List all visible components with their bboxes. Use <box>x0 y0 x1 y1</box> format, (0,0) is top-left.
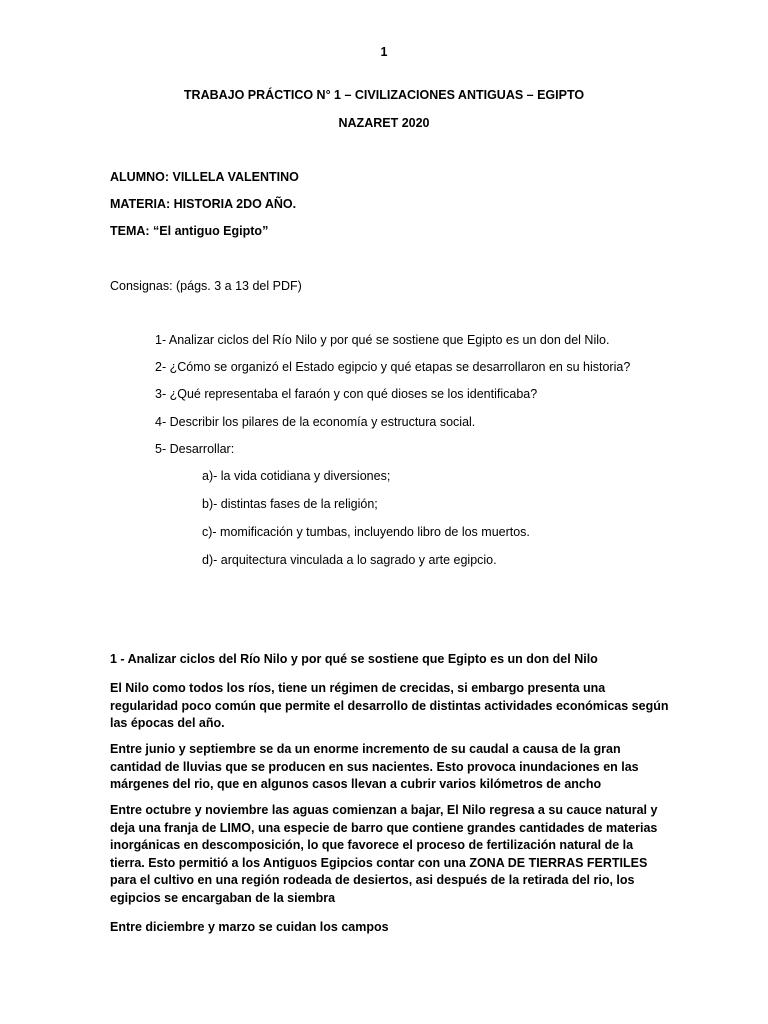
document-subtitle: NAZARET 2020 <box>338 116 430 130</box>
consigna-sub-item: d)- arquitectura vinculada a lo sagrado y arte egipcio. <box>202 553 497 567</box>
consigna-sub-item: a)- la vida cotidiana y diversiones; <box>202 469 391 483</box>
answer-paragraph: Entre octubre y noviembre las aguas comienzan a bajar, El Nilo regresa a su cauce natural y deja una franja de LIMO, una especie de barro que contiene grandes cantidades de materias inorgánicas en descomposición, lo que favorece el proceso de fertilización natural de la tierra. Esto permitió a los Antiguos Egipcios contar con una ZONA DE TIERRAS FERTILES para el cultivo en una región rodeada de desiertos, asi después de la retirada del rio, los egipcios se encargaban de la siembra <box>110 803 658 905</box>
consignas-label: Consignas: (págs. 3 a 13 del PDF) <box>110 279 302 293</box>
consigna-sub-item: c)- momificación y tumbas, incluyendo libro de los muertos. <box>202 525 530 539</box>
consigna-item: 4- Describir los pilares de la economía y estructura social. <box>155 415 476 429</box>
answer-paragraph: El Nilo como todos los ríos, tiene un régimen de crecidas, si embargo presenta una regularidad poco común que permite el desarrollo de distintas actividades económicas según las épocas del año. <box>110 681 669 730</box>
subject: MATERIA: HISTORIA 2DO AÑO. <box>110 197 297 211</box>
consigna-item: 1- Analizar ciclos del Río Nilo y por qué se sostiene que Egipto es un don del Nilo. <box>155 333 610 347</box>
consigna-item: 5- Desarrollar: <box>155 442 235 456</box>
answer-paragraph: Entre junio y septiembre se da un enorme incremento de su caudal a causa de la gran cantidad de lluvias que se producen en sus nacientes. Esto provoca inundaciones en las márgenes del rio, que en algunos casos llevan a cubrir varios kilómetros de ancho <box>110 742 639 791</box>
document-title: TRABAJO PRÁCTICO N° 1 – CIVILIZACIONES ANTIGUAS – EGIPTO <box>183 88 585 102</box>
student-name: ALUMNO: VILLELA VALENTINO <box>110 170 299 184</box>
consigna-sub-item: b)- distintas fases de la religión; <box>202 497 378 511</box>
consigna-item: 2- ¿Cómo se organizó el Estado egipcio y qué etapas se desarrollaron en su historia? <box>155 360 631 374</box>
answer-heading: 1 - Analizar ciclos del Río Nilo y por qué se sostiene que Egipto es un don del Nilo <box>110 652 598 666</box>
page-number: 1 <box>380 45 388 59</box>
consigna-item: 3- ¿Qué representaba el faraón y con qué dioses se los identificaba? <box>155 387 538 401</box>
topic: TEMA: “El antiguo Egipto” <box>110 224 269 238</box>
answer-paragraph: Entre diciembre y marzo se cuidan los campos <box>110 920 389 934</box>
